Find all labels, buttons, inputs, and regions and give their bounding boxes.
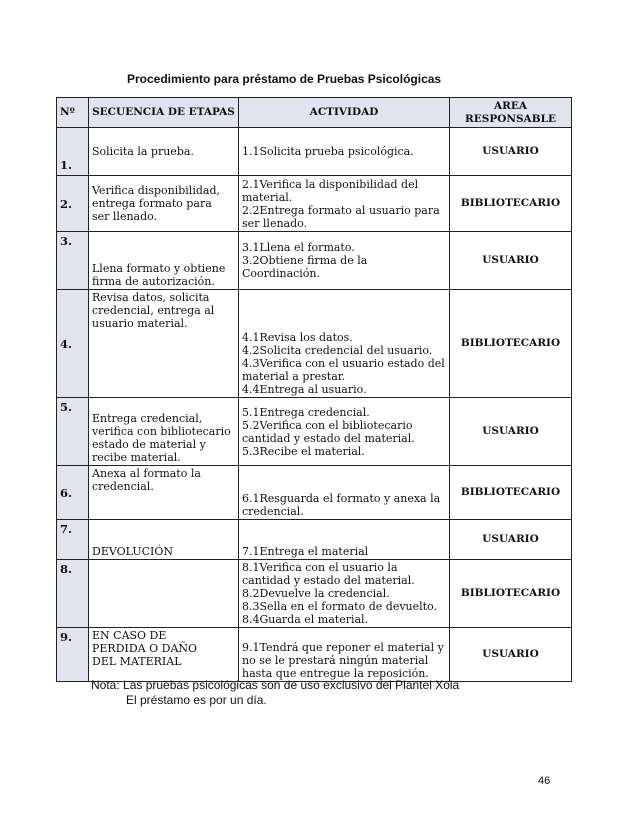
actividad-line: credencial.: [242, 505, 304, 518]
footnote-line-2: El préstamo es por un día.: [126, 693, 267, 707]
table-row: [57, 176, 572, 232]
area-responsable-cell: BIBLIOTECARIO: [450, 560, 572, 628]
table-row: [57, 466, 572, 520]
etapa-cell: [89, 560, 239, 628]
actividad-line: 8.2Devuelve la credencial.: [242, 587, 390, 600]
area-responsable-cell: BIBLIOTECARIO: [450, 176, 572, 232]
table-row: [57, 290, 572, 398]
actividad-line: 4.4Entrega al usuario.: [242, 383, 367, 396]
header-secuencia: SECUENCIA DE ETAPAS: [89, 98, 239, 128]
actividad-line: 5.2Verifica con el bibliotecario: [242, 418, 413, 432]
etapa-line: DEVOLUCIÓN: [92, 545, 173, 558]
actividad-cell: [239, 466, 450, 520]
actividad-cell: [239, 128, 450, 176]
etapa-line: verifica con bibliotecario: [92, 425, 231, 438]
actividad-line: 3.2Obtiene firma de la: [242, 254, 368, 267]
header-actividad: ACTIVIDAD: [239, 98, 450, 128]
row-number: 7.: [57, 520, 89, 560]
actividad-cell: [239, 628, 450, 682]
actividad-line: 6.1Resguarda el formato y anexa la: [242, 492, 441, 505]
table-row: [57, 232, 572, 290]
actividad-line: 8.1Verifica con el usuario la: [242, 561, 398, 574]
actividad-line: 5.1Entrega credencial.: [242, 405, 370, 419]
actividad-line: 1.1Solicita prueba psicológica.: [242, 145, 414, 158]
table-row: [57, 520, 572, 560]
actividad-line: 9.1Tendrá que reponer el material y: [242, 641, 444, 654]
etapa-line: recibe material.: [92, 451, 181, 464]
table-row: [57, 628, 572, 682]
footnote-line-1: Nota: Las pruebas psicológicas son de uso exclusivo del Plantel Xola: [91, 678, 460, 692]
actividad-line: 4.1Revisa los datos.: [242, 331, 353, 344]
etapa-cell: [89, 128, 239, 176]
etapa-cell: [89, 628, 239, 682]
area-responsable-cell: USUARIO: [450, 128, 572, 176]
etapa-line: Llena formato y obtiene: [92, 262, 226, 275]
actividad-line: 8.4Guarda el material.: [242, 613, 369, 626]
row-number: 1.: [57, 128, 89, 176]
etapa-line: entrega formato para: [92, 197, 212, 210]
row-number: 2.: [57, 176, 89, 232]
etapa-line: DEL MATERIAL: [92, 655, 182, 668]
area-responsable-cell: BIBLIOTECARIO: [450, 466, 572, 520]
header-area: AREA RESPONSABLE: [450, 98, 572, 128]
actividad-cell: [239, 290, 450, 398]
footnote: [91, 678, 459, 708]
actividad-line: 5.3Recibe el material.: [242, 444, 365, 458]
actividad-line: hasta que entregue la reposición.: [242, 667, 429, 680]
etapa-line: firma de autorización.: [92, 275, 215, 288]
actividad-line: 2.2Entrega formato al usuario para: [242, 203, 440, 217]
actividad-line: 4.2Solicita credencial del usuario.: [242, 344, 433, 357]
area-responsable-cell: USUARIO: [450, 398, 572, 466]
actividad-line: material a prestar.: [242, 370, 346, 383]
etapa-line: Entrega credencial,: [92, 412, 203, 425]
area-responsable-cell: USUARIO: [450, 520, 572, 560]
row-number: 8.: [57, 560, 89, 628]
actividad-line: 2.1Verifica la disponibilidad del: [242, 177, 419, 191]
header-num: Nº: [57, 98, 89, 128]
actividad-line: cantidad y estado del material.: [242, 431, 415, 445]
area-responsable-cell: USUARIO: [450, 628, 572, 682]
etapa-cell: [89, 290, 239, 398]
etapa-line: Verifica disponibilidad,: [92, 184, 220, 197]
etapa-cell: [89, 520, 239, 560]
actividad-cell: [239, 232, 450, 290]
row-number: 3.: [57, 232, 89, 290]
actividad-line: Coordinación.: [242, 267, 321, 280]
etapa-line: Anexa al formato la: [92, 467, 201, 480]
actividad-cell: [239, 398, 450, 466]
actividad-line: 8.3Sella en el formato de devuelto.: [242, 600, 437, 613]
actividad-cell: [239, 560, 450, 628]
actividad-line: cantidad y estado del material.: [242, 574, 415, 587]
etapa-line: estado de material y: [92, 438, 206, 451]
page-number: 46: [538, 775, 551, 787]
area-responsable-cell: BIBLIOTECARIO: [450, 290, 572, 398]
actividad-line: ser llenado.: [242, 216, 308, 230]
actividad-cell: [239, 520, 450, 560]
row-number: 5.: [57, 398, 89, 466]
table-row: [57, 128, 572, 176]
etapa-line: ser llenado.: [92, 210, 158, 223]
row-number: 6.: [57, 466, 89, 520]
table-row: [57, 560, 572, 628]
actividad-line: 3.1Llena el formato.: [242, 241, 355, 254]
etapa-line: PERDIDA O DAÑO: [92, 642, 198, 655]
etapa-cell: [89, 398, 239, 466]
actividad-cell: [239, 176, 450, 232]
row-number: 4.: [57, 290, 89, 398]
etapa-line: credencial, entrega al: [92, 304, 215, 317]
procedure-table: [56, 97, 572, 682]
etapa-line: usuario material.: [92, 317, 188, 330]
etapa-line: EN CASO DE: [92, 629, 167, 642]
actividad-line: no se le prestará ningún material: [242, 654, 429, 667]
row-number: 9.: [57, 628, 89, 682]
etapa-line: Revisa datos, solicita: [92, 291, 210, 304]
document-title: Procedimiento para préstamo de Pruebas Psicológicas: [127, 72, 442, 86]
actividad-line: 4.3Verifica con el usuario estado del: [242, 357, 445, 370]
etapa-cell: [89, 176, 239, 232]
area-responsable-cell: USUARIO: [450, 232, 572, 290]
etapa-line: credencial.: [92, 480, 154, 493]
actividad-line: material.: [242, 190, 293, 204]
table-row: [57, 398, 572, 466]
etapa-cell: [89, 466, 239, 520]
etapa-line: Solicita la prueba.: [92, 145, 194, 158]
actividad-line: 7.1Entrega el material: [242, 545, 369, 558]
etapa-cell: [89, 232, 239, 290]
